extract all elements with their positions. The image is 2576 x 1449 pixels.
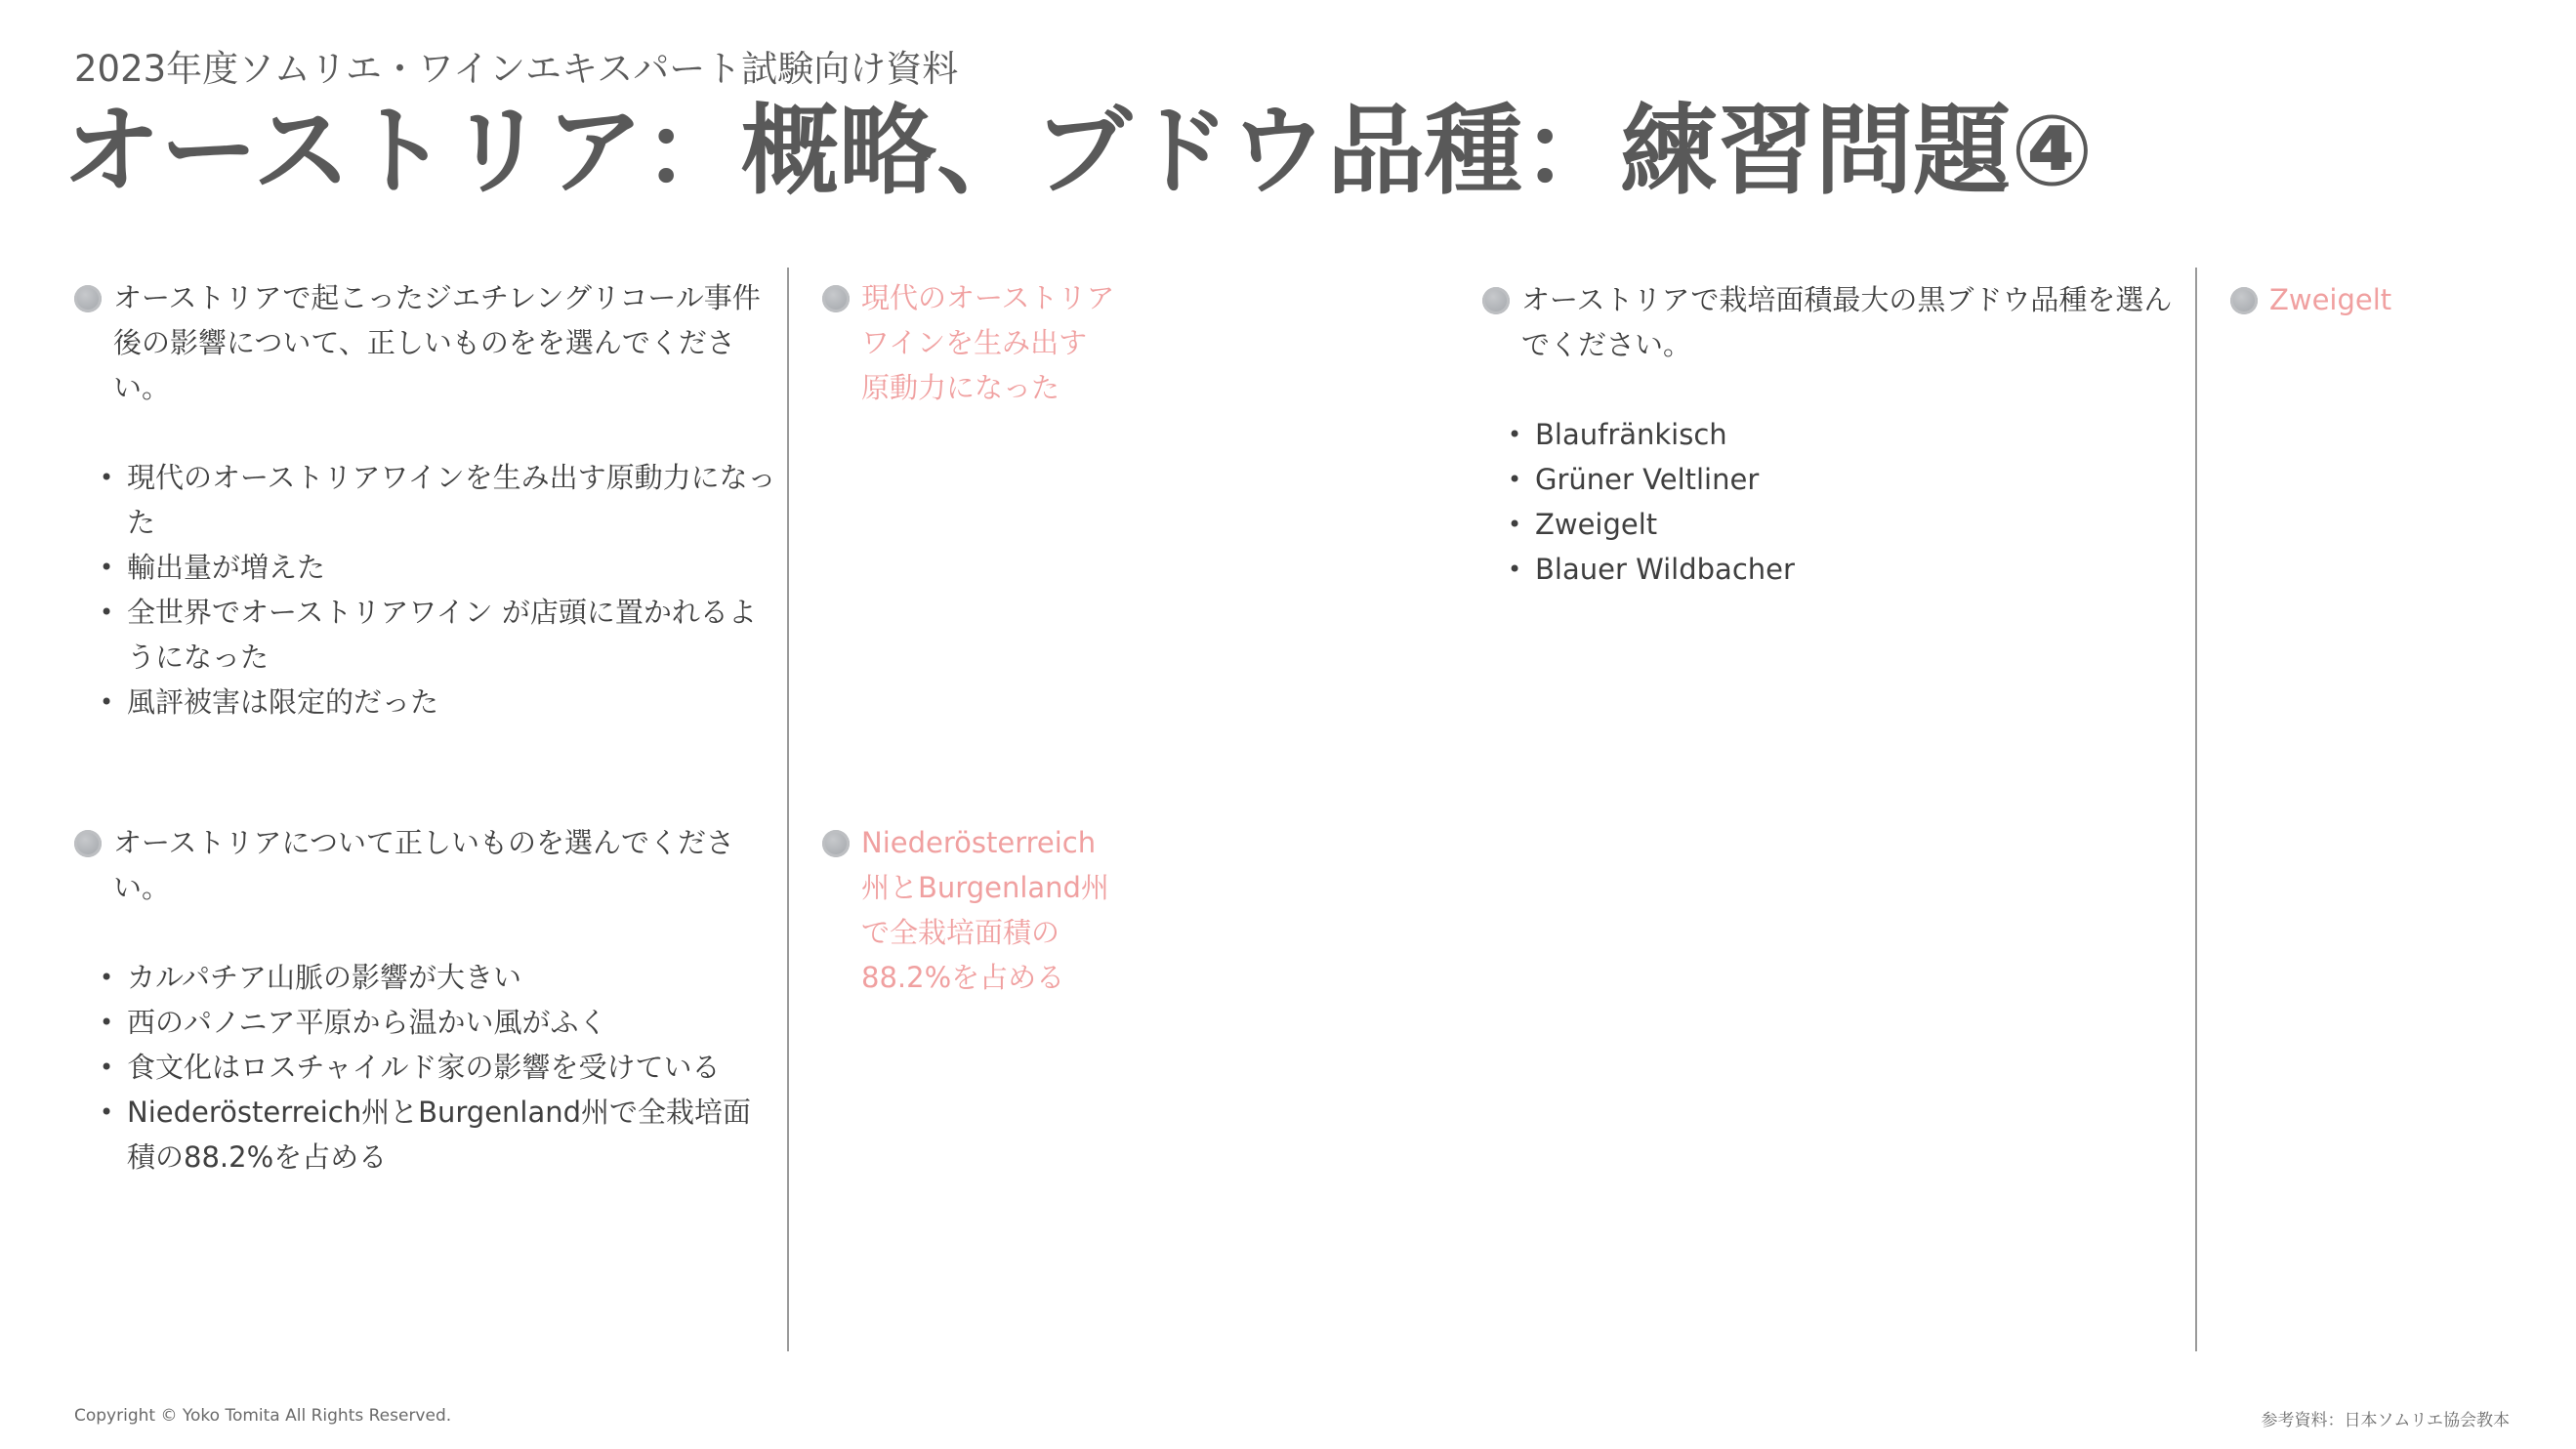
question-2-text: オーストリアについて正しいものを選んでください。 (113, 826, 734, 904)
option-item: • 風評被害は限定的だった (74, 680, 777, 724)
question-3-text: オーストリアで栽培面積最大の黒ブドウ品種を選んでください。 (1521, 283, 2173, 361)
answer-bullet-icon (822, 830, 850, 857)
question-1-text: オーストリアで起こったジエチレングリコール事件後の影響について、正しいものをを選んでください。 (113, 281, 761, 404)
question-bullet-icon (74, 285, 102, 312)
option-item: • 全世界でオーストリアワイン が店頭に置かれるようになった (74, 590, 777, 680)
question-bullet-icon (1482, 287, 1510, 314)
column-divider-right (2195, 268, 2197, 1351)
answer-bullet-icon (822, 285, 850, 312)
answer-1-text: 現代のオーストリアワインを生み出す原動力になった (861, 281, 1115, 404)
answer-3-head (2230, 277, 2523, 322)
option-item: • 現代のオーストリアワインを生み出す原動力になった (74, 455, 777, 545)
option-item: • Grüner Veltliner (1482, 457, 2185, 502)
option-item: • Niederösterreich州とBurgenland州で全栽培面積の88.2%を占める (74, 1090, 777, 1180)
answer-1-head (822, 275, 1115, 410)
answer-2 (822, 820, 1115, 1000)
option-item: • 西のパノニア平原から温かい風がふく (74, 1000, 777, 1045)
answer-2-text: Niederösterreich州とBurgenland州で全栽培面積の88.2%を占める (861, 826, 1109, 994)
footer-copyright: Copyright © Yoko Tomita All Rights Reserved. (74, 1406, 452, 1426)
question-2-head (74, 820, 777, 910)
question-bullet-icon (74, 830, 102, 857)
question-3-options (1482, 412, 2185, 592)
page-title: オーストリア：概略、ブドウ品種：練習問題④ (62, 94, 2094, 208)
question-2 (74, 820, 777, 1180)
answer-3-text: Zweigelt (2269, 283, 2392, 316)
answer-2-head (822, 820, 1115, 1000)
column-divider-left (787, 268, 789, 1351)
question-1-head (74, 275, 777, 410)
answer-1 (822, 275, 1115, 410)
question-1 (74, 275, 777, 724)
question-2-options (74, 955, 777, 1180)
question-1-options (74, 455, 777, 724)
answer-bullet-icon (2230, 287, 2258, 314)
question-3-head (1482, 277, 2185, 367)
page-subtitle: 2023年度ソムリエ・ワインエキスパート試験向け資料 (74, 48, 959, 90)
option-item: • Blauer Wildbacher (1482, 547, 2185, 592)
option-item: • カルパチア山脈の影響が大きい (74, 955, 777, 1000)
option-item: • 輸出量が増えた (74, 545, 777, 590)
answer-3 (2230, 277, 2523, 322)
question-3 (1482, 277, 2185, 592)
footer-reference: 参考資料：日本ソムリエ協会教本 (2261, 1411, 2510, 1430)
option-item: • Blaufränkisch (1482, 412, 2185, 457)
option-item: • Zweigelt (1482, 502, 2185, 547)
option-item: • 食文化はロスチャイルド家の影響を受けている (74, 1045, 777, 1090)
